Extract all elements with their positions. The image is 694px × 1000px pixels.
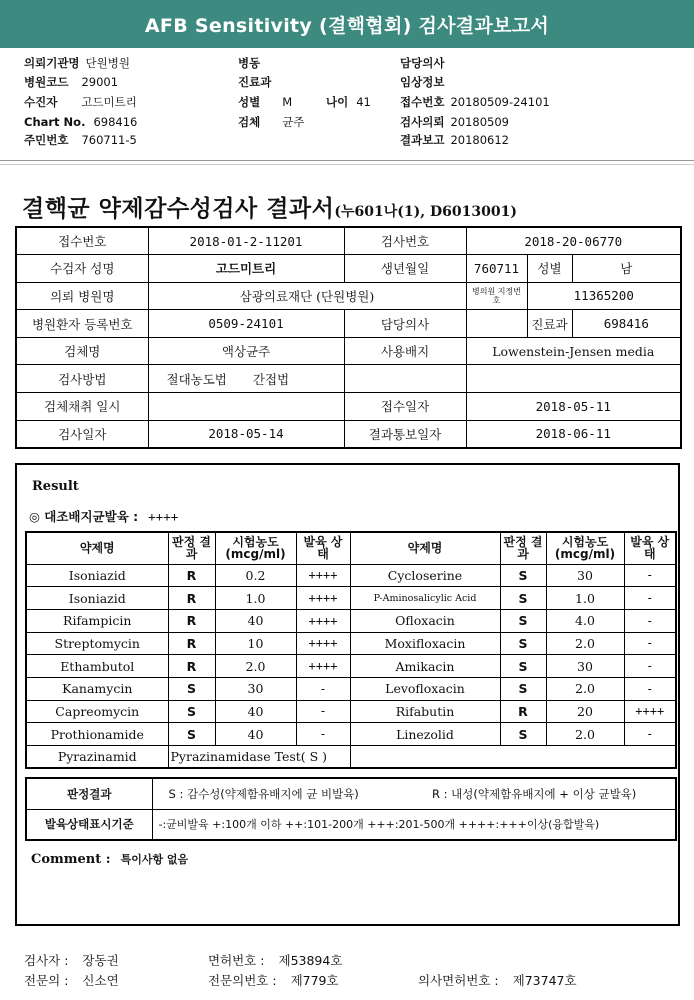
drug-growth: ++++ — [296, 587, 350, 610]
header-specimen: 검체 균주 — [238, 115, 305, 129]
header-divider-light — [0, 164, 694, 165]
reg-no-label: 접수번호 — [16, 227, 148, 255]
table-row — [26, 564, 676, 587]
header-ward: 병동 — [238, 56, 261, 70]
drug-judgement: R — [168, 632, 215, 655]
method-indirect: 간접법 — [252, 371, 290, 387]
drug-growth: - — [624, 677, 676, 700]
drug-concentration: 40 — [215, 723, 296, 746]
drug-judgement: R — [168, 587, 215, 610]
drug-judgement: R — [168, 564, 215, 587]
header-divider — [0, 160, 694, 161]
header-growth: 발육 상태 — [624, 532, 676, 564]
test-date: 2018-05-14 — [148, 420, 344, 448]
hospital-code: 11365200 — [527, 282, 681, 310]
drug-name: P-Aminosalicylic Acid — [350, 587, 500, 610]
drug-name: Isoniazid — [26, 587, 168, 610]
drug-concentration: 1.0 — [546, 587, 624, 610]
table-row — [26, 609, 676, 632]
drug-judgement: S — [500, 587, 546, 610]
drug-concentration: 2.0 — [215, 655, 296, 678]
header-judge: 판정 결과 — [500, 532, 546, 564]
header-hospital-code: 병원코드 29001 — [24, 75, 119, 89]
drug-growth: - — [624, 564, 676, 587]
drug-concentration: 10 — [215, 632, 296, 655]
header-sex: 성별 M — [238, 95, 293, 109]
drug-name: Rifampicin — [26, 609, 168, 632]
patient-info-table — [15, 226, 682, 449]
judge-criteria-r: R : 내성(약제함유배지에 + 이상 균발육) — [414, 778, 676, 809]
drug-growth: ++++ — [296, 564, 350, 587]
test-date-label: 검사일자 — [16, 420, 148, 448]
table-row — [26, 746, 676, 769]
doctor-license-no: 의사면허번호 : 제73747호 — [418, 973, 577, 988]
result-label: Result — [32, 479, 79, 494]
header-attending-doctor: 담당의사 — [400, 56, 445, 70]
growth-criteria-text: -:균비발육 +:100개 이하 ++:101-200개 +++:201-500개 ++++:+++이상(융합발육) — [152, 809, 676, 840]
drug-judgement: R — [168, 609, 215, 632]
drug-name: Isoniazid — [26, 564, 168, 587]
header-conc: 시험농도 (mcg/ml) — [546, 532, 624, 564]
hospital-label: 의뢰 병원명 — [16, 282, 148, 310]
drug-concentration: 1.0 — [215, 587, 296, 610]
drug-judgement: S — [500, 564, 546, 587]
patient-name: 고드미트리 — [148, 255, 344, 283]
legend-row — [26, 778, 676, 809]
drug-growth: - — [624, 655, 676, 678]
drug-concentration: 2.0 — [546, 677, 624, 700]
reg-no: 2018-01-2-11201 — [148, 227, 344, 255]
drug-growth: - — [624, 723, 676, 746]
drug-growth: - — [624, 632, 676, 655]
drug-judgement: S — [168, 677, 215, 700]
drug-judgement: S — [500, 677, 546, 700]
report-date-label: 결과통보일자 — [344, 420, 466, 448]
doctor-name — [466, 310, 527, 338]
table-row — [26, 587, 676, 610]
hospital-code-label: 병의원 지정번호 — [466, 282, 527, 310]
header-department: 진료과 — [238, 75, 272, 89]
drug-concentration: 30 — [215, 677, 296, 700]
info-row — [16, 337, 681, 365]
drug-concentration: 4.0 — [546, 609, 624, 632]
control-growth-label: ◎ 대조배지균발육 : — [29, 509, 139, 524]
header-clinical-info: 임상정보 — [400, 75, 445, 89]
document-title: 결핵균 약제감수성검사 결과서(누601나(1), D6013001) — [22, 195, 517, 222]
drug-judgement: R — [168, 655, 215, 678]
doctor-label: 담당의사 — [344, 310, 466, 338]
table-row — [26, 700, 676, 723]
dept-label: 진료과 — [527, 310, 572, 338]
drug-name: Rifabutin — [350, 700, 500, 723]
drug-growth: ++++ — [624, 700, 676, 723]
drug-judgement: S — [500, 632, 546, 655]
specialist-no: 전문의번호 : 제779호 — [208, 973, 339, 988]
specimen-label: 검체명 — [16, 337, 148, 365]
hospital-name: 삼광의료재단 (단원병원) — [148, 282, 466, 310]
patient-label: 수검자 성명 — [16, 255, 148, 283]
drug-growth: - — [624, 587, 676, 610]
dept-value: 698416 — [572, 310, 681, 338]
empty-cell — [344, 365, 466, 393]
info-row — [16, 255, 681, 283]
drug-name: Cycloserine — [350, 564, 500, 587]
info-row — [16, 420, 681, 448]
specialist: 전문의 : 신소연 — [24, 973, 119, 988]
drug-table-header — [26, 532, 676, 564]
method-label: 검사방법 — [16, 365, 148, 393]
test-no: 2018-20-06770 — [466, 227, 681, 255]
control-growth-value: ++++ — [148, 509, 179, 524]
comment-value: 특이사항 없음 — [120, 853, 189, 866]
drug-growth: - — [624, 609, 676, 632]
header-age: 나이 41 — [326, 95, 371, 109]
drug-name: Kanamycin — [26, 677, 168, 700]
table-row — [26, 655, 676, 678]
drug-judgement: S — [168, 700, 215, 723]
info-row — [16, 365, 681, 393]
growth-criteria-label: 발육상태표시기준 — [26, 809, 152, 840]
table-row — [26, 723, 676, 746]
drug-concentration: 30 — [546, 564, 624, 587]
drug-judgement: S — [500, 655, 546, 678]
comment-label: Comment : — [31, 852, 111, 867]
drug-name: Moxifloxacin — [350, 632, 500, 655]
pyrazinamid-name: Pyrazinamid — [26, 746, 168, 769]
drug-name: Ethambutol — [26, 655, 168, 678]
drug-name: Prothionamide — [26, 723, 168, 746]
specimen-name: 액상균주 — [148, 337, 344, 365]
receive-label: 접수일자 — [344, 393, 466, 421]
license-no: 면허번호 : 제53894호 — [208, 953, 343, 968]
judge-criteria-s: S : 감수성(약제함유배지에 균 비발육) — [152, 778, 414, 809]
drug-concentration: 30 — [546, 655, 624, 678]
dob-label: 생년월일 — [344, 255, 466, 283]
drug-growth: - — [296, 700, 350, 723]
drug-judgement: S — [500, 609, 546, 632]
method-absolute: 절대농도법 — [166, 371, 227, 387]
header-drug: 약제명 — [350, 532, 500, 564]
control-growth — [29, 507, 178, 525]
info-row — [16, 282, 681, 310]
drug-name: Linezolid — [350, 723, 500, 746]
drug-judgement: S — [500, 723, 546, 746]
drug-judgement: S — [168, 723, 215, 746]
empty-cell — [350, 746, 676, 769]
drug-name: Ofloxacin — [350, 609, 500, 632]
collect-label: 검체채취 일시 — [16, 393, 148, 421]
header-growth: 발육 상태 — [296, 532, 350, 564]
header-resident-no: 주민번호 760711-5 — [24, 133, 137, 147]
header-receipt-no: 접수번호 20180509-24101 — [400, 95, 550, 109]
drug-name: Amikacin — [350, 655, 500, 678]
drug-growth: - — [296, 723, 350, 746]
drug-judgement: R — [500, 700, 546, 723]
drug-concentration: 40 — [215, 700, 296, 723]
patient-reg-label: 병원환자 등록번호 — [16, 310, 148, 338]
result-section — [15, 463, 680, 926]
legend-row — [26, 809, 676, 840]
drug-growth: ++++ — [296, 632, 350, 655]
medium-label: 사용배지 — [344, 337, 466, 365]
collect-date — [148, 393, 344, 421]
judge-criteria-label: 판정결과 — [26, 778, 152, 809]
info-row — [16, 227, 681, 255]
drug-concentration: 2.0 — [546, 632, 624, 655]
legend-table — [25, 777, 677, 841]
table-row — [26, 677, 676, 700]
drug-name: Streptomycin — [26, 632, 168, 655]
info-row — [16, 393, 681, 421]
info-row — [16, 310, 681, 338]
test-no-label: 검사번호 — [344, 227, 466, 255]
drug-growth: ++++ — [296, 609, 350, 632]
table-row — [26, 632, 676, 655]
tester: 검사자 : 장동권 — [24, 953, 119, 968]
header-request-date: 검사의뢰 20180509 — [400, 115, 509, 129]
drug-concentration: 40 — [215, 609, 296, 632]
drug-growth: ++++ — [296, 655, 350, 678]
report-date: 2018-06-11 — [466, 420, 681, 448]
pyrazinamid-value: Pyrazinamidase Test( S ) — [168, 746, 350, 769]
header-patient: 수진자 고드미트리 — [24, 95, 137, 109]
drug-name: Levofloxacin — [350, 677, 500, 700]
dob: 760711 — [466, 255, 527, 283]
header-conc: 시험농도 (mcg/ml) — [215, 532, 296, 564]
sex-label: 성별 — [527, 255, 572, 283]
sex: 남 — [572, 255, 681, 283]
patient-reg-no: 0509-24101 — [148, 310, 344, 338]
comment — [31, 851, 188, 867]
header-report-date: 결과보고 20180612 — [400, 133, 509, 147]
drug-concentration: 0.2 — [215, 564, 296, 587]
header-judge: 판정 결과 — [168, 532, 215, 564]
header-institution: 의뢰기관명 단원병원 — [24, 56, 130, 70]
drug-growth: - — [296, 677, 350, 700]
drug-sensitivity-table — [25, 531, 677, 769]
empty-cell — [466, 365, 681, 393]
receive-date: 2018-05-11 — [466, 393, 681, 421]
header-chart-no: Chart No. 698416 — [24, 115, 138, 129]
report-banner-title: AFB Sensitivity (결핵협회) 검사결과보고서 — [0, 0, 694, 48]
drug-concentration: 2.0 — [546, 723, 624, 746]
header-drug: 약제명 — [26, 532, 168, 564]
drug-name: Capreomycin — [26, 700, 168, 723]
medium-name: Lowenstein-Jensen media — [466, 337, 681, 365]
drug-concentration: 20 — [546, 700, 624, 723]
method-value — [148, 365, 344, 393]
